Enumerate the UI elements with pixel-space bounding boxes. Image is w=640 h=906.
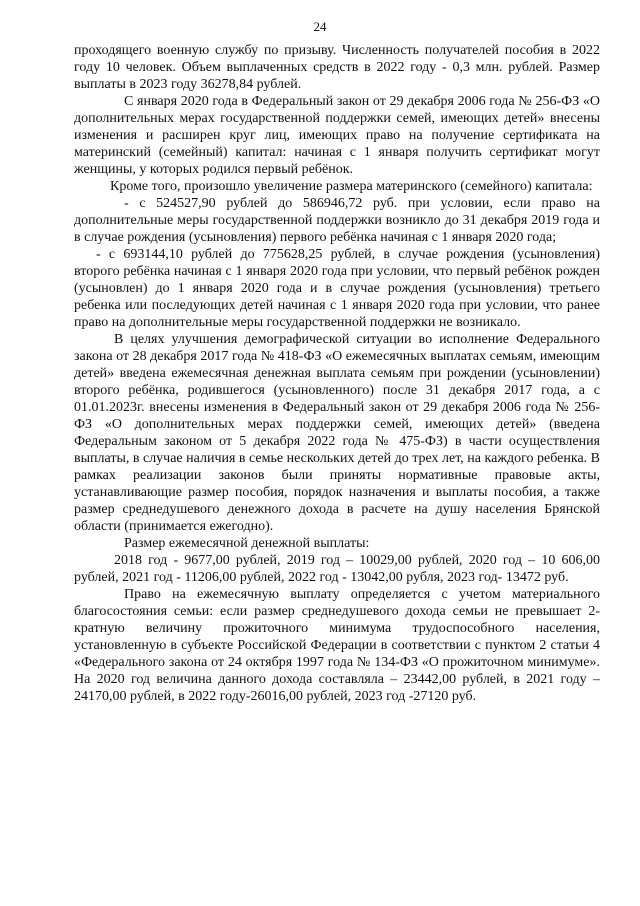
paragraph-3: Кроме того, произошло увеличение размера материнского (семейного) капитала: bbox=[110, 179, 593, 194]
paragraph-5: - с 693144,10 рублей до 775628,25 рублей, в случае рождения (усыновления) второго ребёнка начиная с 1 января 2020 года при условии, что первый ребёнок рожден (усыновлен) до 1 января 2020 года и в случае рождения (усыновления) третьего ребенка или последующих детей начиная с 1 января 2020 года при условии, что ранее право на дополнительные меры государственной поддержки не возникало. bbox=[74, 247, 600, 330]
paragraph-4: - с 524527,90 рублей до 586946,72 руб. при условии, если право на дополнительные меры государственной поддержки возникло до 31 декабря 2019 года и в случае рождения (усыновления) первого ребёнка начиная с 1 января 2020 года; bbox=[74, 196, 600, 245]
paragraph-2: С января 2020 года в Федеральный закон от 29 декабря 2006 года № 256-ФЗ «О дополнительных мерах государственной поддержки семей, имеющих детей» внесены изменения и расширен круг лиц, имеющих право на получение сертификата на материнский (семейный) капитал: начиная с 1 января получить сертификат могут женщины, у которых родился первый ребёнок. bbox=[74, 94, 600, 177]
paragraph-9: Право на ежемесячную выплату определяется с учетом материального благосостояния семьи: если размер среднедушевого дохода семьи не превышает 2-кратную величину прожиточного минимума трудоспособного населения, установленную в субъекте Российской Федерации в соответствии с пунктом 2 статьи 4 «Федерального закона от 24 октября 1997 года № 134-ФЗ «О прожиточном минимуме». На 2020 год величина данного дохода составляла – 23442,00 рублей, в 2021 году – 24170,00 рублей, в 2022 году-26016,00 рублей, 2023 год -27120 руб. bbox=[74, 587, 600, 704]
document-body bbox=[74, 42, 600, 705]
paragraph-7: Размер ежемесячной денежной выплаты: bbox=[124, 536, 370, 551]
paragraph-1: проходящего военную службу по призыву. Численность получателей пособия в 2022 году 10 человек. Объем выплаченных средств в 2022 году - 0,3 млн. рублей. Размер выплаты в 2023 году 36278,84 рублей. bbox=[74, 43, 600, 92]
paragraph-6: В целях улучшения демографической ситуации во исполнение Федерального закона от 28 декабря 2017 года № 418-ФЗ «О ежемесячных выплатах семьям, имеющим детей» введена ежемесячная денежная выплата семьям при рождении (усыновлении) второго ребёнка, родившегося (усыновленного) после 31 декабря 2017 года, а с 01.01.2023г. внесены изменения в Федеральный закон от 29 декабря 2006 года № 256-ФЗ «О дополнительных мерах поддержки семей, имеющих детей» (введена Федеральным законом от 5 декабря 2022 года № 475-ФЗ) в части осуществления выплаты, в случае наличия в семье нескольких детей до трех лет, на каждого ребенка. В рамках реализации законов были приняты нормативные правовые акты, устанавливающие размер пособия, порядок назначения и выплаты пособия, а также размер среднедушевого денежного дохода в расчете на душу населения Брянской области (принимается ежегодно). bbox=[74, 332, 601, 534]
paragraph-8: 2018 год - 9677,00 рублей, 2019 год – 10029,00 рублей, 2020 год – 10 606,00 рублей, 2021 год - 11206,00 рублей, 2022 год - 13042,00 рубля, 2023 год- 13472 руб. bbox=[74, 553, 600, 585]
page-number: 24 bbox=[313, 19, 327, 34]
